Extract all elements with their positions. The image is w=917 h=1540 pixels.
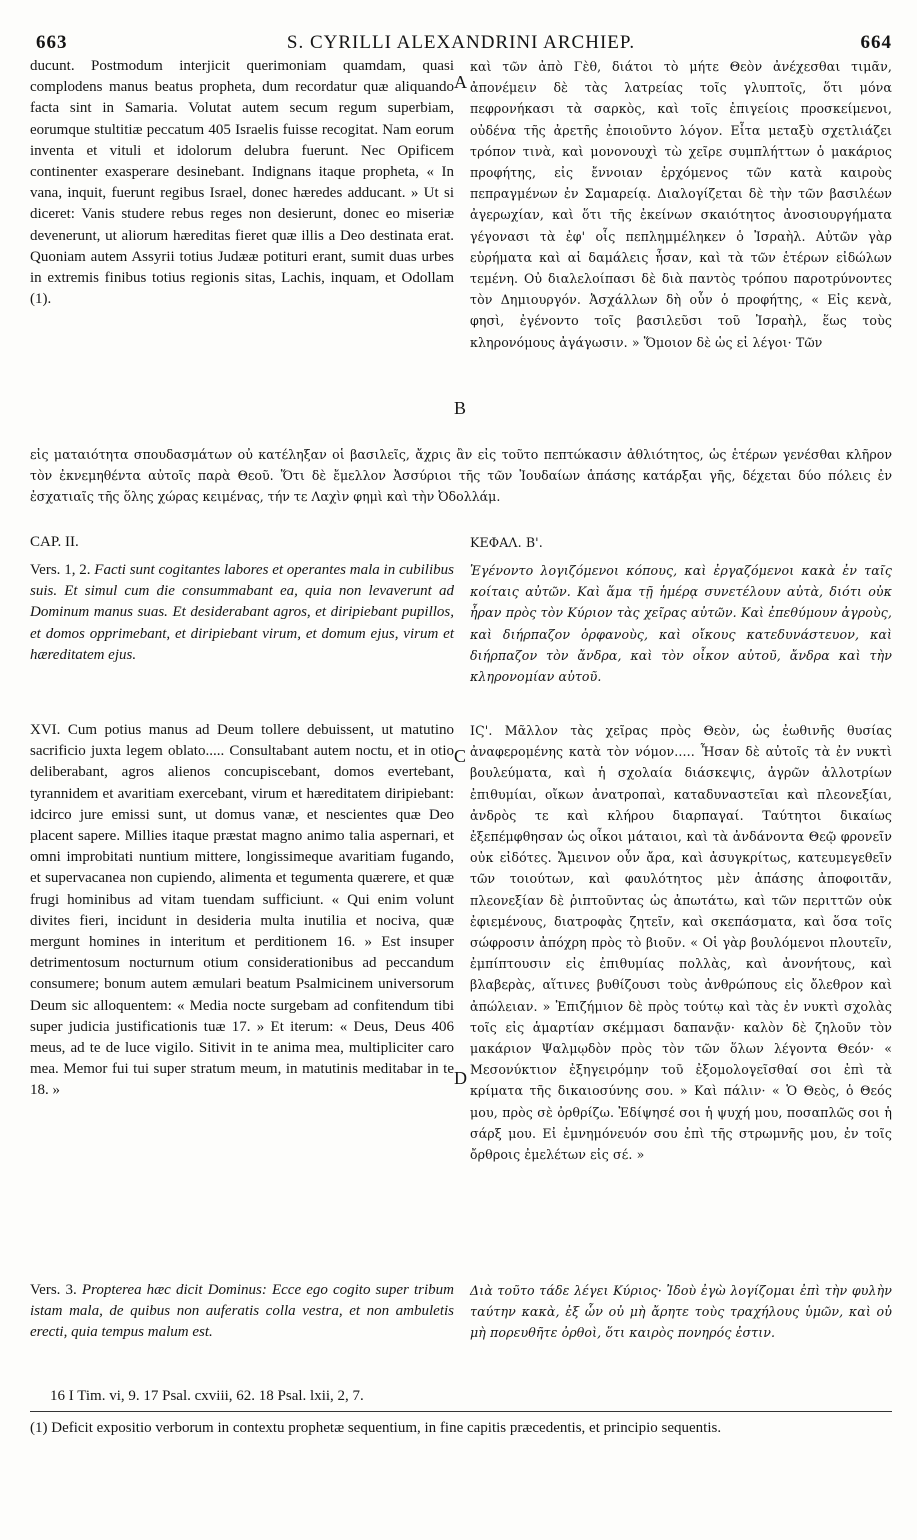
greek-column-section-1 (470, 56, 892, 353)
latin-vers-3 (30, 1280, 454, 1344)
running-header (30, 26, 892, 56)
scripture-references: 16 I Tim. vi, 9. 17 Psal. cxviii, 62. 18 Psal. lxii, 2, 7. (50, 1388, 364, 1404)
latin-chapter-heading: CAP. II. (30, 534, 79, 550)
page-number-right: 664 (860, 32, 892, 53)
greek-vers-1-2-text: Ἐγένοντο λογιζόμενοι κόπους, καὶ ἐργαζόμενοι κακὰ ἐν ταῖς κοίταις αὐτῶν. Καὶ ἅμα τῇ ἡμέρᾳ συνετέλουν αὐτὰ, διότι οὐκ ἦραν πρὸς τὸν Κύριον τὰς χεῖρας αὐτῶν. Καὶ ἐπεθύμουν ἀγροὺς, καὶ διήρπαζον ὀρφανοὺς, καὶ οἴκους κατεδυνάστευον, καὶ διήρπαζον τὸν ἄνδρα, καὶ τὸν οἶκον αὐτοῦ, ἄνδρα καὶ τὴν κληρονομίαν αὐτοῦ. (470, 563, 892, 685)
latin-paragraph-1: ducunt. Postmodum interjicit querimoniam quamdam, quasi complodens manus beatus propheta, dum recordatur quæ aliquando facta sint in Samaria. Volutat autem secum regum superbiam, eorumque stultitiæ peccatum 405 Israelis fuisse recogitat. Nam eorum inventa et vituli et idolorum delubra fuerunt. Nec Opificem continenter exasperare desinebant. Indignans itaque propheta, « In vana, inquit, fuerunt regibus Israel, donec hæredes adducant. » Ut si diceret: Vanis studere rebus reges non desierunt, donec eo miseriæ devenerunt, ut aliorum hæreditas fieret quæ illis a Deo destinata erat. Quoniam autem Assyrii totius Judææ potituri erant, sumit duas urbes in extremis finibus totius regionis sitas, Lachis, inquam, et Odollam (1). (30, 58, 454, 308)
latin-column-section-1 (30, 56, 454, 310)
latin-vers-1-2-label: Vers. 1, 2. (30, 562, 91, 578)
latin-vers-3-body: Propterea hæc dicit Dominus: Ecce ego cogito super tribum istam mala, de quibus non auferatis colla vestra, et non ambuletis erecti, quia tempus malum est. (30, 1282, 454, 1341)
latin-vers-3-text (30, 1280, 454, 1344)
greek-section-xvi-text: ΙϚ'. Μᾶλλον τὰς χεῖρας πρὸς Θεὸν, ὡς ἐωθινῆς θυσίας ἀναφερομένης κατὰ τὸν νόμον..... Ἦσαν δὲ αὐτοῖς τὰ ἐν νυκτὶ βουλεύματα, καὶ ἡ σχολαία διάσκεψις, ἀγρῶν ἀλλοτρίων ἐπιθυμίαι, οἴκων ἀνατροπαὶ, καταδυναστεῖαι καὶ πλεονεξίαι, ἀνδρὸς τε καὶ κλήρου διαρπαγαί. Ταύτητοι δικαίως ἐξεπέμφθησαν ὡς οἶκοι μάταιοι, καὶ τὰ ἀνδάνοντα Θεῷ φρονεῖν οὐκ εἰδότες. Ἄμεινον οὖν ἄρα, καὶ ἀσυγκρίτως, κατευμεγεθεῖν τῶν τοιούτων, καὶ φαυλότητος μὲν ἁπάσης ἀποφοιτᾶν, πλεονεξίαν δὲ ῥιπτοῦντας ὡς ἀπωτάτω, καὶ τῶν περιττῶν οὐκ ἐφιεμένους, διατροφὰς ζητεῖν, καὶ σκεπάσματα, καὶ ὅσα τοῖς σώφροσιν ἀπόχρη πρὸς τὸ βιοῦν. « Οἱ γὰρ βουλόμενοι πλουτεῖν, ἐμπίπτουσιν εἰς ἐπιθυμίας πολλὰς, καὶ ἀνονήτους, καὶ βλαβερὰς, αἵτινες βυθίζουσι τοὺς ἀνθρώπους εἰς ὄλεθρον καὶ ἀπώλειαν. » Ἐπιζήμιον δὲ πρὸς τούτῳ καὶ τὰς ἐν νυκτὶ σχολὰς τοῖς εἰς ἁμαρτίαν σκέμμασι δαπανᾷν· καλὸν δὲ ζηλοῦν τὸν μακάριον Ψαλμῳδὸν πρὸς τὸν τῶν ὅλων λέγοντα Θεόν· « Μεσονύκτιον ἐξηγειρόμην τοῦ ἐξομολογεῖσθαί σοι ἐπὶ τὰ κρίματα τῆς δικαιοσύνης σου. » Καὶ πάλιν· « Ὁ Θεὸς, ὁ Θεός μου, πρὸς σὲ ὀρθρίζω. Ἐδίψησέ σοι ἡ ψυχή μου, ποσαπλῶς σοι ἡ σάρξ μου. Εἰ ἐμνημόνευόν σου ἐπὶ τῆς στρωμνῆς μου, ἐν τοῖς ὄρθροις ἐμελέτων εἰς σέ. » (470, 723, 892, 1163)
latin-vers-3-label: Vers. 3. (30, 1282, 77, 1298)
latin-vers-1-2-text (30, 560, 454, 666)
margin-letter-c: C (454, 746, 467, 766)
page (30, 26, 892, 1436)
greek-paragraph-1: καὶ τῶν ἀπὸ Γὲθ, διάτοι τὸ μήτε Θεὸν ἀνέχεσθαι τιμᾶν, ἀπονέμειν δὲ τὰς λατρείας τοῖς γλυπτοῖς, ὅτι μόνα πεφρονήκασι τὰ σαρκὸς, καὶ τοῖς ἐπιγείοις προσκείμενοι, οὐδένα τῆς ἀρετῆς ἐποιοῦντο λόγον. Εἶτα μεταξὺ σχετλιάζει τρόπον τινὰ, καὶ μονονουχὶ τὼ χεῖρε συμπλήττων ὁ μακάριος προφήτης, εἰς ἔννοιαν ἐρχόμενος τῶν κατὰ καιροὺς πεπραγμένων ἐν Σαμαρείᾳ. Διαλογίζεται δὲ τὴν τῶν βασιλέων ἀγερωχίαν, καὶ ὅτι τῆς ἐκείνων σκαιότητος ἀνοσιουργήματα γέγονασι τὰ ἐφ' οἷς πεπλημμέληκεν ὁ Ἰσραὴλ. Αὐτῶν γὰρ εὑρήματα καὶ αἱ δαμάλεις ἦσαν, καὶ τὰ τῶν ἑτέρων εἰδώλων τεμένη. Οὐ διαλελοίπασι δὲ διὰ παντὸς τρόπου παροτρύνοντες τὸν Δημιουργόν. Ἀσχάλλων δὴ οὖν ὁ προφήτης, « Εἰς κενὰ, φησὶ, ἐγένοντο τοῖς βασιλεῦσι τοῦ Ἰσραὴλ, ἕως τοὺς κληρονόμους ἀγάγωσιν. » Ὅμοιον δὲ ὡς εἰ λέγοι· Τῶν (470, 59, 892, 350)
greek-chapter-heading: ΚΕΦΑΛ. Β'. (470, 535, 543, 550)
latin-vers-1-2 (30, 560, 454, 666)
greek-full-width-continuation (30, 444, 892, 508)
page-number-left: 663 (36, 32, 68, 53)
greek-vers-1-2 (470, 560, 892, 687)
margin-letter-b: B (454, 398, 467, 418)
margin-letter-a: A (454, 72, 467, 92)
latin-vers-1-2-body: Facti sunt cogitantes labores et operantes mala in cubilibus suis. Et simul cum die consummabant ea, quia non levaverunt ad Dominum manus suas. Et desiderabant agros, et diripiebant pupillos, et domos opprimebant, et diripiebant virum, et domum ejus, virum et hæreditatem ejus. (30, 562, 454, 663)
editorial-note: (1) Deficit expositio verborum in contextu prophetæ sequentium, in fine capitis præcedentis, et principio sequentis. (30, 1420, 722, 1436)
greek-continuation-text: εἰς ματαιότητα σπουδασμάτων οὐ κατέληξαν οἱ βασιλεῖς, ἄχρις ἂν εἰς τοῦτο πεπτώκασιν ἀθλιότητος, ὡς ἑτέρων γενέσθαι κλῆρον τὸν ἐκνεμηθέντα αὐτοῖς παρὰ Θεοῦ. Ὅτι δὲ ἔμελλον Ἀσσύριοι τῆς τῶν Ἰουδαίων ἁπάσης κατάρξαι γῆς, δέχεται δύο πόλεις ἐν ἐσχατιαῖς τῆς ὅλης χώρας κειμένας, τήν τε Λαχὶν φημὶ καὶ τὴν Ὀδολλάμ. (30, 447, 892, 505)
latin-section-xvi-text: XVI. Cum potius manus ad Deum tollere debuissent, ut matutino sacrificio juxta legem oblato..... Consultabant autem noctu, et in otio deliberabant, agros alienos concupiscebant, domos evertebant, tyrannidem et avaritiam exercebant, virum et hæreditatem diripiebant: idcirco jure emissi sunt, ut domus vanæ, et nescientes quæ Deo placent sapere. Millies itaque præstat magno animo talia aspernari, et omni improbitati nuntium mittere, longissimeque avaritiam fugando, et supervacanea non cupiendo, alimenta et tegumenta quærere, et quæ frugi hominibus ad vitam tuendam sufficiunt. « Qui enim volunt divites fieri, incidunt in desideria multa inutilia et nociva, quæ mergunt homines in interitum et perditionem 16. » Est insuper detrimentosum nocturnum otium considerationibus ad peccandum consumere; bonum autem æmulari beatum Psalmicinem universorum Deum sic alloquentem: « Media nocte surgebam ad confitendum tibi super judicia justificationis tuæ 17. » Et iterum: « Deus, Deus 406 meus, ad te de luce vigilo. Sitivit in te anima mea, multipliciter caro mea. Memor fui tui super stratum meum, in matutinis meditabar in te 18. » (30, 722, 454, 1099)
greek-vers-3 (470, 1280, 892, 1344)
latin-chapter-heading-block (30, 532, 454, 553)
footnote-divider (30, 1411, 892, 1412)
greek-chapter-heading-block (470, 532, 892, 553)
greek-section-xvi (470, 720, 892, 1165)
latin-section-xvi (30, 720, 454, 1102)
greek-vers-3-text: Διὰ τοῦτο τάδε λέγει Κύριος· Ἰδοὺ ἐγὼ λογίζομαι ἐπὶ τὴν φυλὴν ταύτην κακὰ, ἐξ ὧν οὐ μὴ ἄρητε τοὺς τραχήλους ὑμῶν, καὶ οὐ μὴ πορευθῆτε ὀρθοὶ, ὅτι καιρὸς πονηρός ἐστιν. (470, 1283, 892, 1341)
running-title: S. CYRILLI ALEXANDRINI ARCHIEP. (286, 32, 636, 53)
margin-letter-d: D (454, 1068, 467, 1088)
footnotes (30, 1386, 892, 1439)
